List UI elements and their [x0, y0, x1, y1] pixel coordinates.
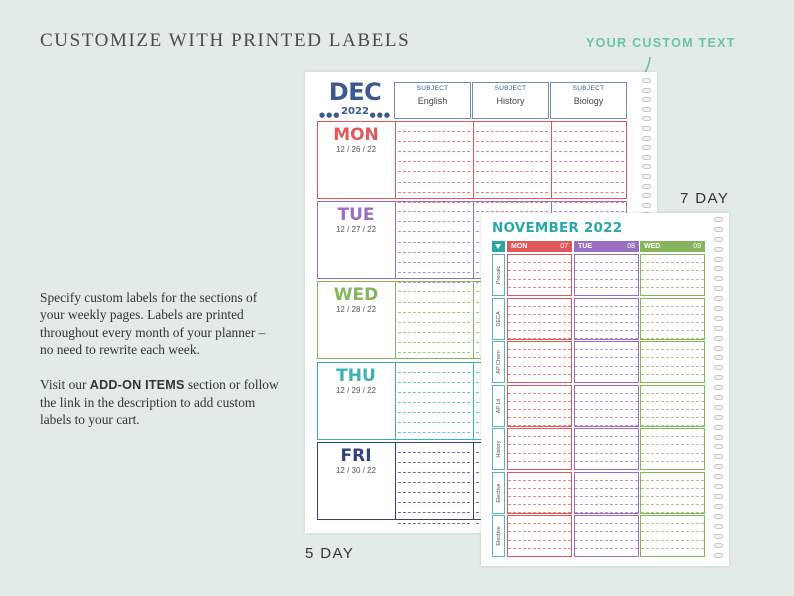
- month-title: NOVEMBER 2022: [492, 220, 623, 236]
- subject-name: History: [496, 96, 525, 106]
- day-header-name: TUE: [578, 243, 592, 250]
- spiral-hole: [714, 415, 723, 420]
- column-divider: [473, 363, 474, 439]
- planner-cell[interactable]: [640, 515, 705, 557]
- day-name: THU: [336, 365, 376, 386]
- spiral-hole: [642, 107, 651, 112]
- spiral-hole: [714, 543, 723, 548]
- writing-lines[interactable]: [398, 122, 470, 198]
- spiral-hole: [642, 126, 651, 131]
- month-name: DEC: [328, 78, 382, 106]
- planner-cell[interactable]: [640, 298, 705, 340]
- spiral-hole: [714, 266, 723, 271]
- subject-box: [550, 82, 627, 119]
- spiral-hole: [714, 395, 723, 400]
- month-year: 2022: [341, 106, 369, 117]
- writing-lines[interactable]: [398, 363, 470, 439]
- spiral-hole: [714, 217, 723, 222]
- column-divider: [473, 443, 474, 519]
- planner-cell[interactable]: [640, 341, 705, 383]
- row-label: AP Lit: [495, 398, 502, 413]
- seven-day-label: 7 DAY: [680, 190, 730, 207]
- spiral-hole: [642, 116, 651, 121]
- spiral-hole: [642, 193, 651, 198]
- add-on-items-link[interactable]: ADD-ON ITEMS: [89, 377, 185, 392]
- day-header-number: 09: [693, 243, 701, 250]
- spiral-hole: [714, 514, 723, 519]
- planner-cell[interactable]: [574, 515, 639, 557]
- spiral-hole: [714, 405, 723, 410]
- day-header-name: MON: [511, 243, 528, 250]
- subject-label: SUBJECT: [416, 85, 449, 92]
- writing-lines[interactable]: [398, 282, 470, 358]
- day-header-tue: [574, 241, 639, 252]
- row-label-box: [492, 515, 505, 557]
- planner-cell[interactable]: [507, 298, 572, 340]
- row-label: Elective: [495, 526, 502, 546]
- custom-text-callout: YOUR CUSTOM TEXT: [586, 36, 736, 50]
- planner-cell[interactable]: [507, 428, 572, 470]
- column-divider: [551, 122, 552, 198]
- row-label-box: [492, 341, 505, 383]
- spiral-hole: [714, 474, 723, 479]
- subject-box: [394, 82, 471, 119]
- spiral-hole: [714, 296, 723, 301]
- planner-cell[interactable]: [574, 385, 639, 427]
- column-divider: [395, 282, 396, 358]
- column-divider: [473, 282, 474, 358]
- row-label-box: [492, 472, 505, 514]
- spiral-hole: [642, 184, 651, 189]
- row-label: Elective: [495, 482, 502, 503]
- column-divider: [395, 363, 396, 439]
- spiral-hole: [642, 203, 651, 208]
- spiral-hole: [714, 534, 723, 539]
- column-divider: [473, 202, 474, 278]
- subject-box: [472, 82, 549, 119]
- spiral-hole: [642, 145, 651, 150]
- row-label: DECA: [495, 310, 502, 327]
- day-header-number: 07: [560, 243, 568, 250]
- column-divider: [395, 122, 396, 198]
- spiral-holes: [714, 217, 723, 563]
- row-label-box: [492, 428, 505, 470]
- spiral-hole: [714, 276, 723, 281]
- planner-cell[interactable]: [640, 428, 705, 470]
- dots-decoration: ●●●: [369, 111, 391, 119]
- spiral-hole: [714, 346, 723, 351]
- spiral-hole: [714, 553, 723, 558]
- spiral-hole: [642, 78, 651, 83]
- row-label-box: [492, 254, 505, 296]
- day-header-mon: [507, 241, 572, 252]
- spiral-hole: [714, 247, 723, 252]
- spiral-hole: [642, 164, 651, 169]
- row-label-box: [492, 298, 505, 340]
- writing-lines[interactable]: [398, 443, 470, 519]
- spiral-hole: [714, 435, 723, 440]
- spiral-hole: [714, 444, 723, 449]
- spiral-hole: [714, 454, 723, 459]
- spiral-hole: [714, 524, 723, 529]
- seven-day-page: [481, 213, 729, 566]
- row-label: Precalc: [495, 265, 502, 285]
- planner-cell[interactable]: [574, 298, 639, 340]
- subject-name: Biology: [573, 96, 604, 106]
- five-day-label: 5 DAY: [305, 545, 355, 562]
- spiral-hole: [714, 306, 723, 311]
- spiral-hole: [642, 174, 651, 179]
- planner-cell[interactable]: [640, 254, 705, 296]
- column-divider: [473, 122, 474, 198]
- spiral-hole: [714, 464, 723, 469]
- spiral-hole: [714, 316, 723, 321]
- column-divider: [395, 202, 396, 278]
- spiral-hole: [714, 365, 723, 370]
- spiral-hole: [714, 326, 723, 331]
- spiral-hole: [714, 227, 723, 232]
- row-label-box: [492, 385, 505, 427]
- month-header: [319, 78, 391, 118]
- subject-label: SUBJECT: [494, 85, 527, 92]
- day-header-number: 08: [627, 243, 635, 250]
- description-paragraph-1: Specify custom labels for the sections of your weekly pages. Labels are printed throughout every month of your planner – no need to rewrite each week.: [40, 290, 266, 358]
- planner-cell[interactable]: [574, 428, 639, 470]
- spiral-hole: [714, 286, 723, 291]
- row-label: History: [495, 440, 502, 458]
- spiral-hole: [714, 237, 723, 242]
- spiral-hole: [642, 88, 651, 93]
- spiral-hole: [714, 257, 723, 262]
- dropdown-triangle-icon: [492, 241, 505, 252]
- day-name: MON: [333, 125, 379, 145]
- planner-cell[interactable]: [507, 254, 572, 296]
- day-header-wed: [640, 241, 705, 252]
- planner-cell[interactable]: [507, 385, 572, 427]
- planner-cell[interactable]: [574, 341, 639, 383]
- day-date: 12 / 27 / 22: [335, 225, 377, 235]
- planner-cell[interactable]: [640, 472, 705, 514]
- subject-name: English: [417, 96, 448, 106]
- spiral-hole: [714, 355, 723, 360]
- dots-decoration: ●●●: [319, 111, 341, 119]
- day-name: FRI: [340, 445, 372, 466]
- spiral-hole: [714, 425, 723, 430]
- description: [40, 289, 280, 446]
- spiral-hole: [714, 336, 723, 341]
- planner-cell[interactable]: [507, 472, 572, 514]
- spiral-hole: [714, 494, 723, 499]
- day-row-mon: [317, 121, 627, 199]
- headline: CUSTOMIZE WITH PRINTED LABELS: [40, 30, 411, 51]
- subject-label: SUBJECT: [572, 85, 605, 92]
- spiral-hole: [714, 385, 723, 390]
- spiral-hole: [642, 136, 651, 141]
- spiral-hole: [642, 97, 651, 102]
- day-name: TUE: [337, 205, 375, 226]
- planner-cell[interactable]: [574, 472, 639, 514]
- planner-cell[interactable]: [507, 515, 572, 557]
- row-label: AP Chem: [495, 350, 502, 374]
- writing-lines[interactable]: [476, 122, 548, 198]
- planner-cell[interactable]: [507, 341, 572, 383]
- day-date: 12 / 26 / 22: [335, 145, 377, 154]
- spiral-hole: [714, 504, 723, 509]
- spiral-hole: [714, 375, 723, 380]
- day-date: 12 / 28 / 22: [335, 305, 377, 315]
- day-date: 12 / 29 / 22: [335, 385, 377, 395]
- spiral-hole: [714, 484, 723, 489]
- writing-lines[interactable]: [554, 122, 624, 198]
- day-date: 12 / 30 / 22: [335, 465, 377, 475]
- day-name: WED: [333, 285, 379, 306]
- description-paragraph-2: Visit our ADD-ON ITEMS section or follow the link in the description to add custom labels to your cart.: [40, 376, 279, 428]
- spiral-hole: [642, 155, 651, 160]
- day-header-name: WED: [644, 243, 661, 250]
- planner-cell[interactable]: [574, 254, 639, 296]
- planner-cell[interactable]: [640, 385, 705, 427]
- writing-lines[interactable]: [398, 202, 470, 278]
- column-divider: [395, 443, 396, 519]
